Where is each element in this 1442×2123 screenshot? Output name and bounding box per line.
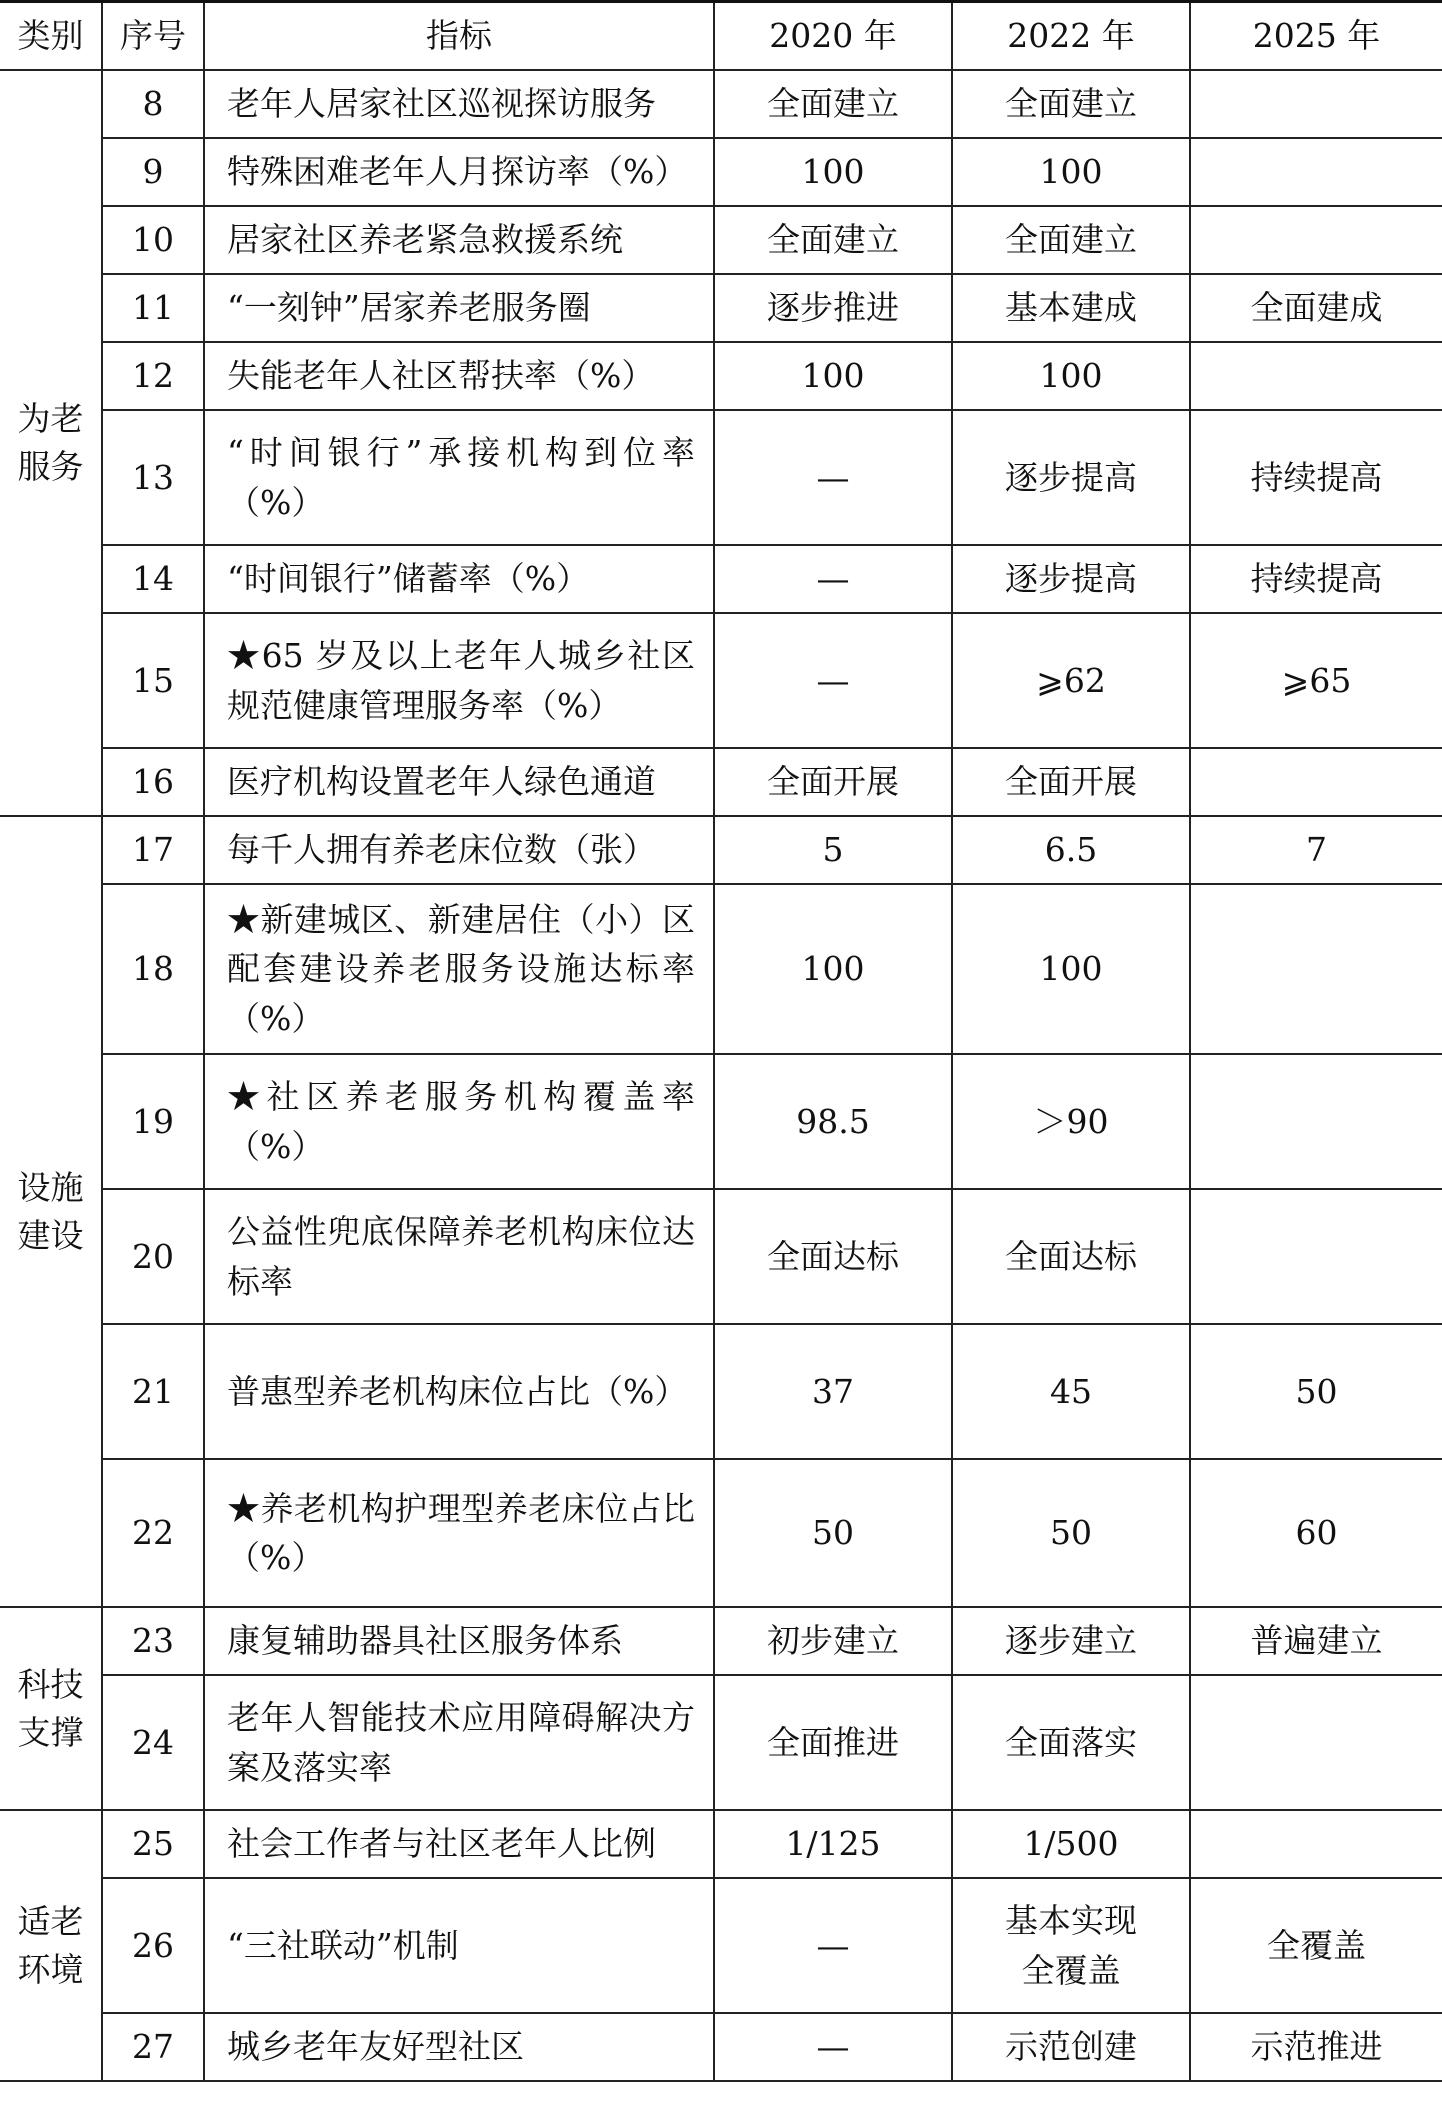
table-row <box>0 613 1442 748</box>
table-row <box>0 748 1442 816</box>
value-2020: — <box>714 410 952 545</box>
value-2020: 100 <box>714 884 952 1054</box>
row-number: 24 <box>102 1675 204 1810</box>
value-2022: 全面达标 <box>952 1189 1190 1324</box>
indicator-name: ★新建城区、新建居住（小）区配套建设养老服务设施达标率（%） <box>204 884 714 1054</box>
value-2025: 全面建成 <box>1190 274 1442 342</box>
indicator-name: “时间银行”承接机构到位率（%） <box>204 410 714 545</box>
value-2020: 37 <box>714 1324 952 1459</box>
header-2022: 2022 年 <box>952 2 1190 71</box>
value-2022: ⩾62 <box>952 613 1190 748</box>
value-2022: 6.5 <box>952 816 1190 884</box>
value-2020: 全面达标 <box>714 1189 952 1324</box>
indicator-name: ★社区养老服务机构覆盖率（%） <box>204 1054 714 1189</box>
table-row <box>0 1810 1442 1878</box>
row-number: 17 <box>102 816 204 884</box>
value-2020: — <box>714 545 952 613</box>
value-2022: 全面开展 <box>952 748 1190 816</box>
row-number: 12 <box>102 342 204 410</box>
table-row <box>0 545 1442 613</box>
table-row <box>0 1878 1442 2013</box>
indicator-name: “一刻钟”居家养老服务圈 <box>204 274 714 342</box>
table-row <box>0 1675 1442 1810</box>
row-number: 15 <box>102 613 204 748</box>
category-cell: 设施 建设 <box>0 816 102 1607</box>
value-2020: — <box>714 1878 952 2013</box>
row-number: 22 <box>102 1459 204 1607</box>
value-2025 <box>1190 884 1442 1054</box>
value-2022: 100 <box>952 138 1190 206</box>
value-2020: 逐步推进 <box>714 274 952 342</box>
row-number: 27 <box>102 2013 204 2081</box>
row-number: 18 <box>102 884 204 1054</box>
table-row <box>0 1189 1442 1324</box>
value-2020: 全面推进 <box>714 1675 952 1810</box>
row-number: 21 <box>102 1324 204 1459</box>
value-2020: 全面开展 <box>714 748 952 816</box>
row-number: 20 <box>102 1189 204 1324</box>
row-number: 9 <box>102 138 204 206</box>
table-row <box>0 206 1442 274</box>
value-2020: 1/125 <box>714 1810 952 1878</box>
indicator-name: 普惠型养老机构床位占比（%） <box>204 1324 714 1459</box>
indicator-name: “时间银行”储蓄率（%） <box>204 545 714 613</box>
value-2020: 100 <box>714 138 952 206</box>
category-cell: 适老 环境 <box>0 1810 102 2081</box>
row-number: 14 <box>102 545 204 613</box>
table-row <box>0 70 1442 138</box>
header-number: 序号 <box>102 2 204 71</box>
row-number: 10 <box>102 206 204 274</box>
value-2022: 全面建立 <box>952 70 1190 138</box>
value-2020: — <box>714 2013 952 2081</box>
value-2025: 60 <box>1190 1459 1442 1607</box>
value-2025 <box>1190 206 1442 274</box>
value-2022: 基本实现 全覆盖 <box>952 1878 1190 2013</box>
value-2022: 45 <box>952 1324 1190 1459</box>
header-category: 类别 <box>0 2 102 71</box>
value-2025: 持续提高 <box>1190 545 1442 613</box>
header-2025: 2025 年 <box>1190 2 1442 71</box>
header-2020: 2020 年 <box>714 2 952 71</box>
indicator-name: 康复辅助器具社区服务体系 <box>204 1607 714 1675</box>
indicator-name: 医疗机构设置老年人绿色通道 <box>204 748 714 816</box>
indicator-name: 失能老年人社区帮扶率（%） <box>204 342 714 410</box>
row-number: 25 <box>102 1810 204 1878</box>
table-row <box>0 410 1442 545</box>
indicator-name: 每千人拥有养老床位数（张） <box>204 816 714 884</box>
indicator-name: “三社联动”机制 <box>204 1878 714 2013</box>
value-2022: ＞90 <box>952 1054 1190 1189</box>
indicator-name: ★65 岁及以上老年人城乡社区规范健康管理服务率（%） <box>204 613 714 748</box>
value-2025: 全覆盖 <box>1190 1878 1442 2013</box>
value-2022: 100 <box>952 884 1190 1054</box>
value-2022: 1/500 <box>952 1810 1190 1878</box>
value-2025: ⩾65 <box>1190 613 1442 748</box>
value-2022: 50 <box>952 1459 1190 1607</box>
row-number: 11 <box>102 274 204 342</box>
indicator-name: 社会工作者与社区老年人比例 <box>204 1810 714 1878</box>
value-2025 <box>1190 1189 1442 1324</box>
value-2022: 逐步建立 <box>952 1607 1190 1675</box>
table-row <box>0 1607 1442 1675</box>
value-2025 <box>1190 342 1442 410</box>
value-2022: 示范创建 <box>952 2013 1190 2081</box>
indicator-name: 居家社区养老紧急救援系统 <box>204 206 714 274</box>
value-2025 <box>1190 1810 1442 1878</box>
value-2020: 100 <box>714 342 952 410</box>
value-2022: 100 <box>952 342 1190 410</box>
value-2022: 全面落实 <box>952 1675 1190 1810</box>
value-2025 <box>1190 1675 1442 1810</box>
indicator-name: 老年人智能技术应用障碍解决方案及落实率 <box>204 1675 714 1810</box>
value-2025 <box>1190 70 1442 138</box>
table-row <box>0 1459 1442 1607</box>
row-number: 13 <box>102 410 204 545</box>
table-row <box>0 816 1442 884</box>
table-row <box>0 2013 1442 2081</box>
value-2022: 逐步提高 <box>952 545 1190 613</box>
table-row <box>0 884 1442 1054</box>
value-2020: 50 <box>714 1459 952 1607</box>
value-2020: 5 <box>714 816 952 884</box>
value-2020: 全面建立 <box>714 70 952 138</box>
value-2025 <box>1190 138 1442 206</box>
table-row <box>0 138 1442 206</box>
value-2022: 全面建立 <box>952 206 1190 274</box>
row-number: 26 <box>102 1878 204 2013</box>
value-2022: 基本建成 <box>952 274 1190 342</box>
value-2025: 示范推进 <box>1190 2013 1442 2081</box>
value-2022: 逐步提高 <box>952 410 1190 545</box>
row-number: 16 <box>102 748 204 816</box>
indicator-name: 城乡老年友好型社区 <box>204 2013 714 2081</box>
value-2025: 7 <box>1190 816 1442 884</box>
header-row <box>0 2 1442 71</box>
value-2025: 50 <box>1190 1324 1442 1459</box>
category-cell: 科技 支撑 <box>0 1607 102 1810</box>
table-row <box>0 1324 1442 1459</box>
row-number: 19 <box>102 1054 204 1189</box>
value-2020: 初步建立 <box>714 1607 952 1675</box>
value-2025: 持续提高 <box>1190 410 1442 545</box>
value-2020: 全面建立 <box>714 206 952 274</box>
indicator-name: ★养老机构护理型养老床位占比（%） <box>204 1459 714 1607</box>
indicator-name: 老年人居家社区巡视探访服务 <box>204 70 714 138</box>
value-2025 <box>1190 748 1442 816</box>
value-2020: 98.5 <box>714 1054 952 1189</box>
table-row <box>0 342 1442 410</box>
value-2025 <box>1190 1054 1442 1189</box>
indicator-name: 公益性兜底保障养老机构床位达标率 <box>204 1189 714 1324</box>
header-indicator: 指标 <box>204 2 714 71</box>
table-row <box>0 1054 1442 1189</box>
indicator-name: 特殊困难老年人月探访率（%） <box>204 138 714 206</box>
row-number: 23 <box>102 1607 204 1675</box>
row-number: 8 <box>102 70 204 138</box>
category-cell: 为老 服务 <box>0 70 102 816</box>
value-2025: 普遍建立 <box>1190 1607 1442 1675</box>
table-row <box>0 274 1442 342</box>
value-2020: — <box>714 613 952 748</box>
